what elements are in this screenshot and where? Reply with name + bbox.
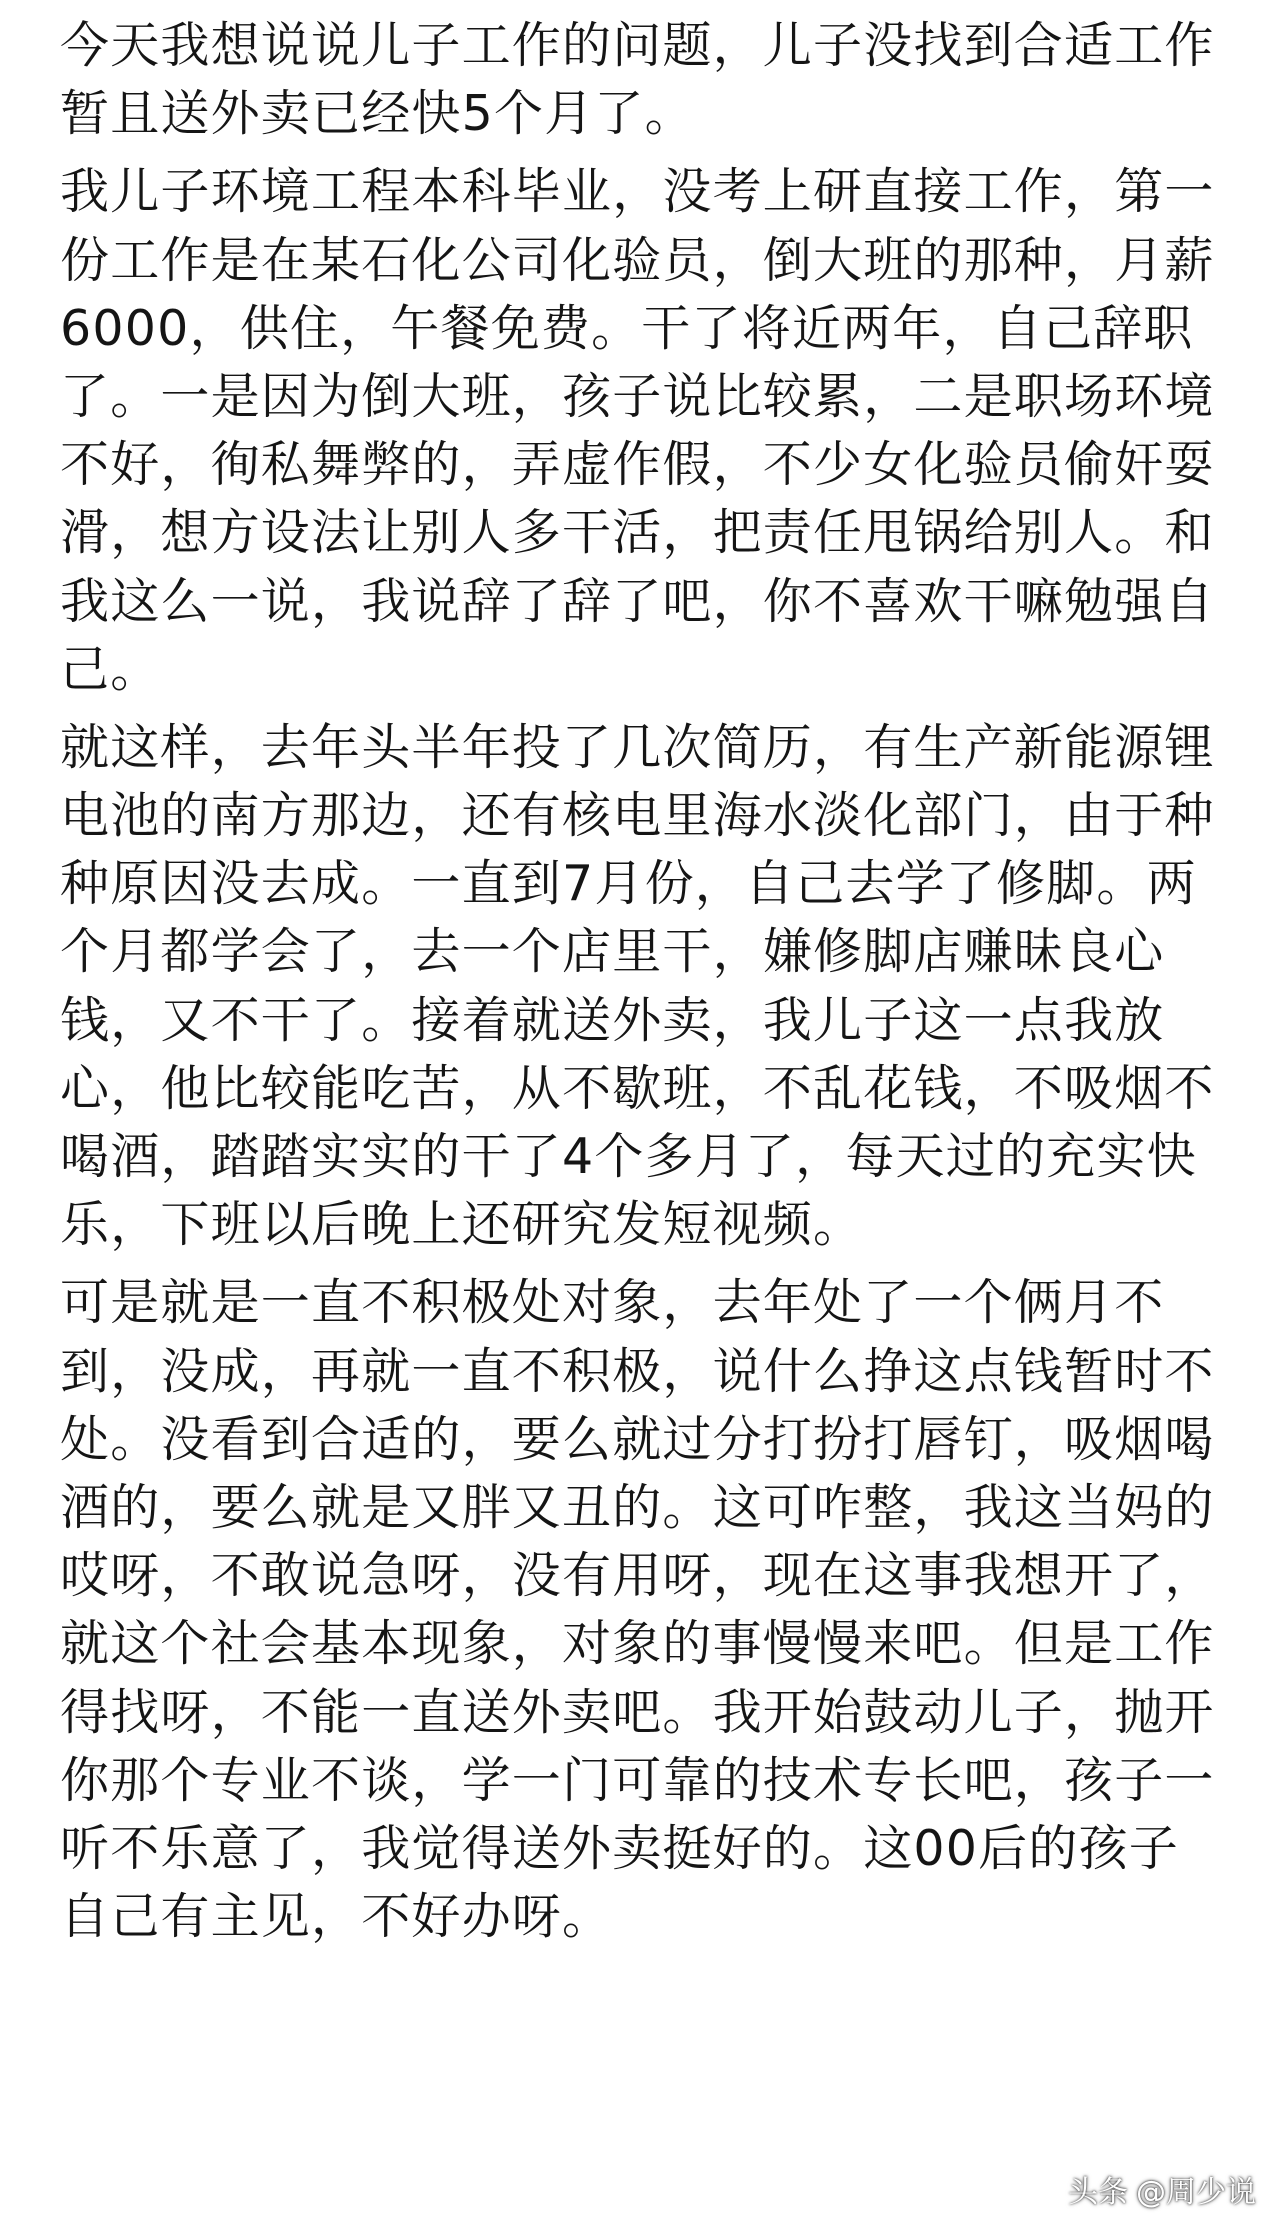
text-line: 哎呀，不敢说急呀，没有用呀，现在这事我想开了， — [60, 1547, 1215, 1605]
paragraph-3 — [60, 714, 1225, 1260]
text-line: 种原因没去成。一直到7月份，自己去学了修脚。两 — [60, 855, 1197, 913]
document-body — [60, 12, 1225, 1946]
text-line: 就这样，去年头半年投了几次简历，有生产新能源锂 — [60, 718, 1215, 776]
text-line: 到，没成，再就一直不积极，说什么挣这点钱暂时不 — [60, 1342, 1215, 1400]
text-line: 今天我想说说儿子工作的问题，儿子没找到合适工作 — [60, 17, 1215, 74]
text-line: 就这个社会基本现象，对象的事慢慢来吧。但是工作 — [60, 1615, 1215, 1673]
text-line: 我儿子环境工程本科毕业，没考上研直接工作，第一 — [60, 163, 1215, 221]
watermark-handle: @周少说 — [1136, 2175, 1256, 2210]
text-line: 得找呀，不能一直送外卖吧。我开始鼓动儿子，抛开 — [60, 1683, 1215, 1741]
text-line: 钱，又不干了。接着就送外卖，我儿子这一点我放 — [60, 991, 1165, 1049]
toutiao-watermark — [1068, 2167, 1256, 2211]
text-line: 心，他比较能吃苦，从不歇班，不乱花钱，不吸烟不 — [60, 1059, 1215, 1117]
text-line: 6000，供住，午餐免费。干了将近两年，自己辞职 — [60, 299, 1194, 357]
text-line: 听不乐意了，我觉得送外卖挺好的。这00后的孩子 — [60, 1819, 1179, 1877]
text-line: 可是就是一直不积极处对象，去年处了一个俩月不 — [60, 1274, 1165, 1332]
paragraph-2 — [60, 158, 1225, 704]
text-line: 我这么一说，我说辞了辞了吧，你不喜欢干嘛勉强自 — [60, 572, 1215, 630]
text-line: 份工作是在某石化公司化验员，倒大班的那种，月薪 — [60, 231, 1215, 289]
cut-off-line: 自己有主见，不好办呀。 — [60, 1888, 613, 1946]
text-line: 电池的南方那边，还有核电里海水淡化部门，由于种 — [60, 787, 1215, 845]
text-line: 己。 — [60, 640, 161, 698]
text-line: 酒的，要么就是又胖又丑的。这可咋整，我这当妈的 — [60, 1478, 1215, 1536]
watermark-prefix: 头条 — [1068, 2175, 1128, 2210]
text-line: 滑，想方设法让别人多干活，把责任甩锅给别人。和 — [60, 504, 1215, 562]
text-line: 了。一是因为倒大班，孩子说比较累，二是职场环境 — [60, 367, 1215, 425]
text-line: 你那个专业不谈，学一门可靠的技术专长吧，孩子一 — [60, 1751, 1215, 1809]
text-line: 处。没看到合适的，要么就过分打扮打唇钉，吸烟喝 — [60, 1410, 1215, 1468]
text-line: 喝酒，踏踏实实的干了4个多月了，每天过的充实快 — [60, 1128, 1197, 1185]
paragraph-1 — [60, 12, 1225, 148]
text-line: 个月都学会了，去一个店里干，嫌修脚店赚昧良心 — [60, 923, 1165, 981]
text-line: 暂且送外卖已经快5个月了。 — [60, 85, 695, 143]
text-line: 乐，下班以后晚上还研究发短视频。 — [60, 1196, 864, 1254]
paragraph-4 — [60, 1269, 1225, 1946]
text-line: 不好，徇私舞弊的，弄虚作假，不少女化验员偷奸耍 — [60, 436, 1215, 494]
